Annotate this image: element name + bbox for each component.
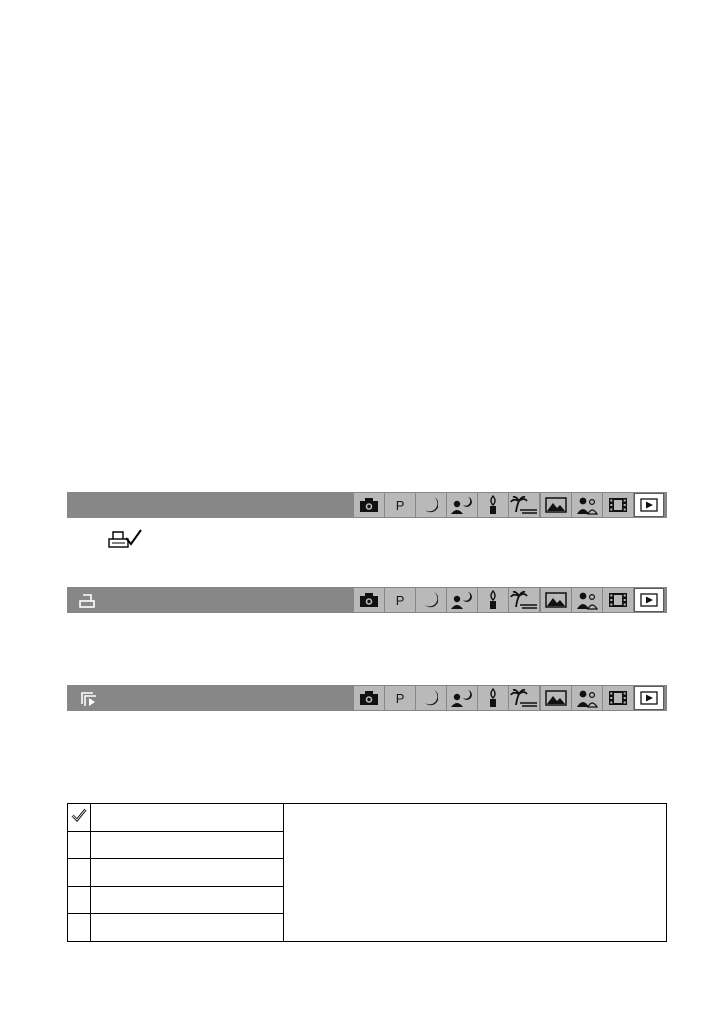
program-mode-label: P — [395, 690, 405, 706]
section-header-bar-print — [67, 587, 667, 613]
options-table — [67, 803, 667, 942]
option-cell — [91, 859, 284, 887]
mode-playback-icon — [634, 686, 664, 710]
mode-playback-icon — [634, 493, 664, 517]
mode-beach-palm-icon — [509, 493, 539, 517]
mode-camera-icon — [354, 686, 384, 710]
row-marker-cell — [68, 914, 91, 942]
mode-people-icon — [572, 493, 602, 517]
mode-candle-icon — [478, 686, 508, 710]
mode-candle-icon — [478, 588, 508, 612]
mode-portrait-moon-icon — [447, 588, 477, 612]
mode-moon-icon — [416, 493, 446, 517]
mode-beach-palm-icon — [509, 588, 539, 612]
mode-playback-icon — [634, 588, 664, 612]
checkmark-icon — [68, 804, 91, 832]
mode-film-icon — [603, 686, 633, 710]
mode-portrait-moon-icon — [447, 493, 477, 517]
mode-program-icon — [385, 686, 415, 710]
mode-landscape-icon — [541, 588, 571, 612]
option-cell — [91, 914, 284, 942]
program-mode-label: P — [395, 497, 405, 513]
mode-people-icon — [572, 686, 602, 710]
option-cell — [91, 804, 284, 832]
mode-moon-icon — [416, 686, 446, 710]
mode-program-icon — [385, 493, 415, 517]
dpof-print-mark-icon — [106, 529, 146, 551]
mode-candle-icon — [478, 493, 508, 517]
mode-landscape-icon — [541, 493, 571, 517]
description-cell — [284, 804, 667, 942]
mode-icon-strip — [354, 685, 665, 711]
row-marker-cell — [68, 859, 91, 887]
section-header-bar — [67, 492, 667, 518]
option-cell — [91, 886, 284, 914]
section-header-bar-slideshow — [67, 685, 667, 711]
print-icon — [76, 587, 100, 613]
mode-camera-icon — [354, 588, 384, 612]
mode-icon-strip — [354, 492, 665, 518]
option-cell — [91, 831, 284, 859]
table-row — [68, 804, 667, 832]
mode-camera-icon — [354, 493, 384, 517]
program-mode-label: P — [395, 592, 405, 608]
mode-beach-palm-icon — [509, 686, 539, 710]
mode-icon-strip — [354, 587, 665, 613]
mode-program-icon — [385, 588, 415, 612]
mode-people-icon — [572, 588, 602, 612]
row-marker-cell — [68, 886, 91, 914]
mode-film-icon — [603, 588, 633, 612]
mode-moon-icon — [416, 588, 446, 612]
row-marker-cell — [68, 831, 91, 859]
slideshow-icon — [76, 685, 100, 711]
mode-portrait-moon-icon — [447, 686, 477, 710]
mode-landscape-icon — [541, 686, 571, 710]
mode-film-icon — [603, 493, 633, 517]
